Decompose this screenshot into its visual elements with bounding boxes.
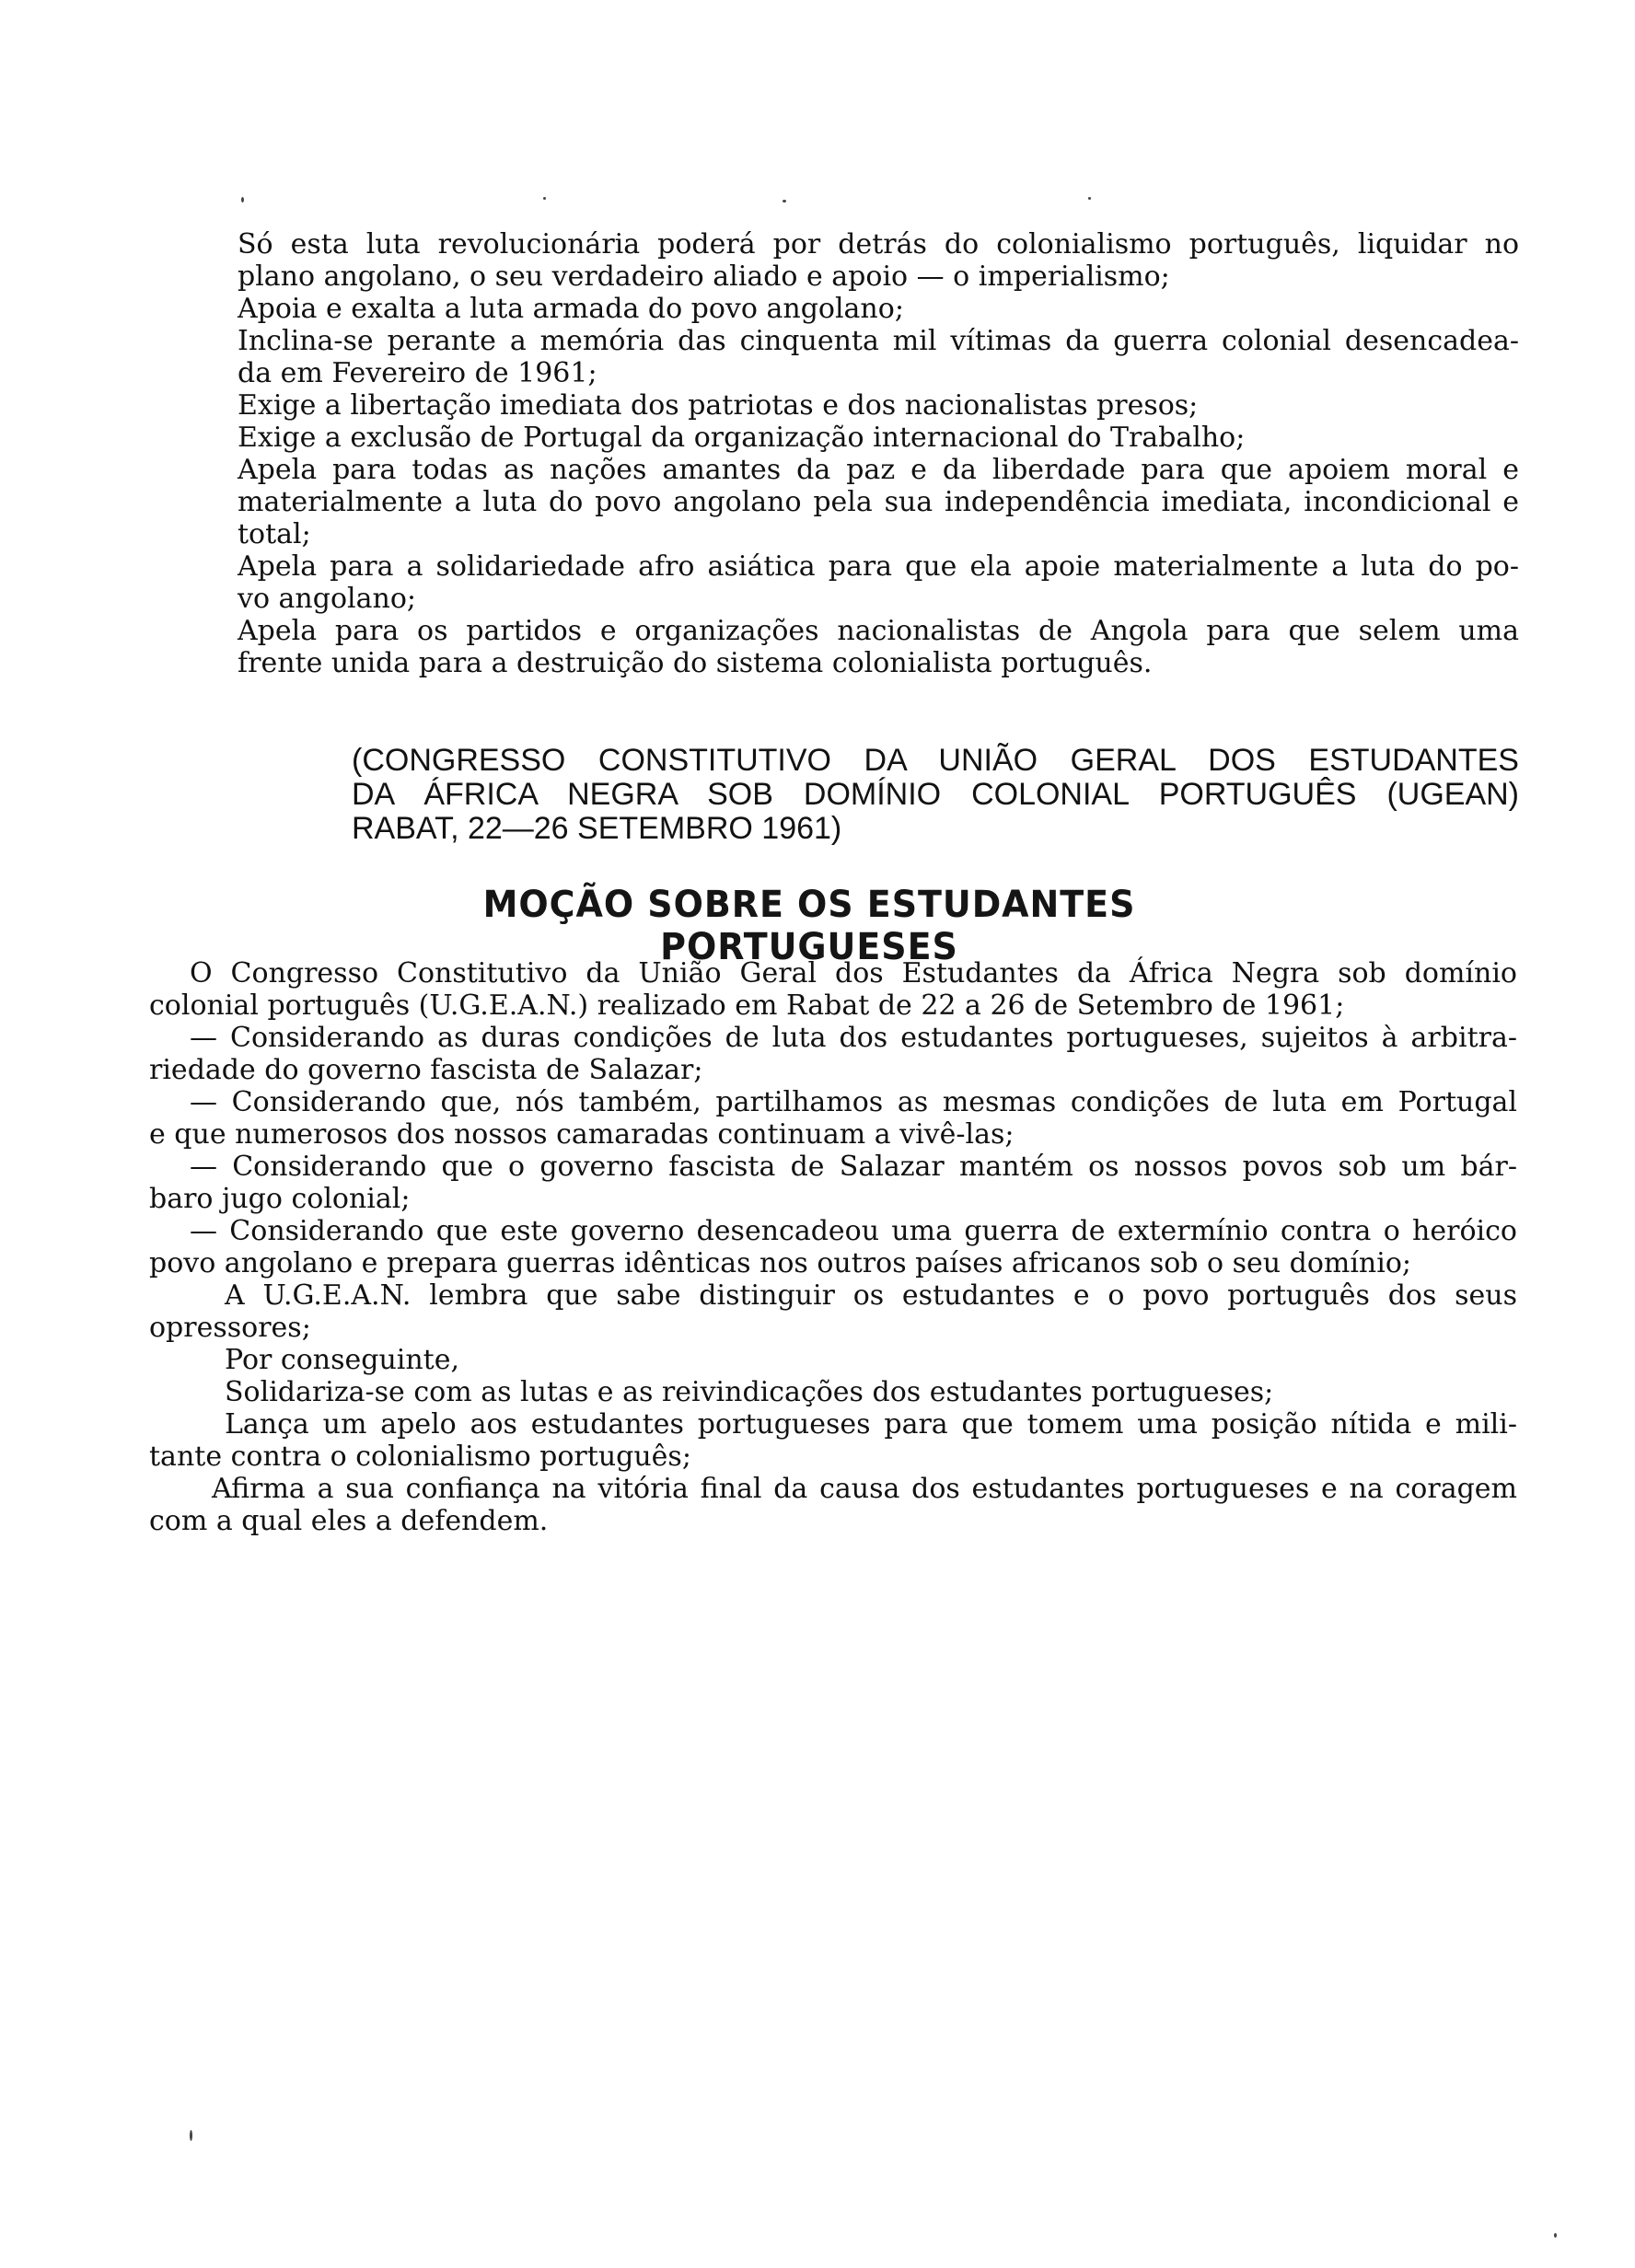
resolution-text [238, 228, 1519, 679]
resolution-line: vo angolano; [238, 583, 416, 615]
motion-title: MOÇÃO SOBRE OS ESTUDANTES PORTUGUESES [482, 884, 1136, 968]
motion-line: A U.G.E.A.N. lembra que sabe distinguir os estudantes e o povo português dos seus [225, 1279, 1517, 1312]
resolution-line: Apela para a solidariedade afro asiática para que ela apoie materialmente a luta do po- [238, 550, 1519, 583]
resolution-line: Apoia e exalta a luta armada do povo angolano; [238, 293, 904, 325]
congress-header [352, 744, 1519, 846]
motion-line: riedade do governo fascista de Salazar; [149, 1054, 703, 1086]
motion-line: — Considerando que este governo desencadeou uma guerra de extermínio contra o heróico [190, 1215, 1517, 1247]
resolution-line: total; [238, 518, 311, 550]
scan-speck [1554, 2233, 1557, 2238]
resolution-line: Apela para os partidos e organizações nacionalistas de Angola para que selem uma [238, 615, 1519, 647]
scan-speck [543, 197, 546, 200]
motion-line: — Considerando as duras condições de luta dos estudantes portugueses, sujeitos à arbitra- [190, 1022, 1517, 1054]
motion-line: Solidariza-se com as lutas e as reivindicações dos estudantes portugueses; [225, 1376, 1274, 1408]
motion-line: Afirma a sua confiança na vitória final da causa dos estudantes portugueses e na coragem [212, 1473, 1517, 1505]
resolution-line: Exige a libertação imediata dos patriotas e dos nacionalistas presos; [238, 389, 1199, 422]
resolution-line: materialmente a luta do povo angolano pela sua independência imediata, incondicional e [238, 486, 1519, 518]
resolution-line: plano angolano, o seu verdadeiro aliado e apoio — o imperialismo; [238, 260, 1170, 293]
motion-line: e que numerosos dos nossos camaradas continuam a vivê-las; [149, 1118, 1015, 1151]
resolution-line: Exige a exclusão de Portugal da organização internacional do Trabalho; [238, 422, 1246, 454]
congress-header-line: DA ÁFRICA NEGRA SOB DOMÍNIO COLONIAL PORTUGUÊS (UGEAN) [352, 777, 1519, 812]
motion-line: — Considerando que o governo fascista de Salazar mantém os nossos povos sob um bár- [190, 1151, 1517, 1183]
congress-header-line: RABAT, 22—26 SETEMBRO 1961) [352, 811, 842, 846]
motion-line: opressores; [149, 1312, 311, 1344]
resolution-line: Inclina-se perante a memória das cinquenta mil vítimas da guerra colonial desencadea- [238, 325, 1519, 357]
scan-speck [783, 200, 786, 202]
motion-line: povo angolano e prepara guerras idênticas nos outros países africanos sob o seu domínio; [149, 1247, 1412, 1279]
motion-line: com a qual eles a defendem. [149, 1505, 549, 1537]
resolution-line: Só esta luta revolucionária poderá por detrás do colonialismo português, liquidar no [238, 228, 1519, 260]
resolution-line: Apela para todas as nações amantes da paz e da liberdade para que apoiem moral e [238, 454, 1519, 486]
motion-text [149, 957, 1517, 1537]
scan-speck [190, 2130, 192, 2141]
motion-line: tante contra o colonialismo português; [149, 1441, 691, 1473]
resolution-line: da em Fevereiro de 1961; [238, 357, 597, 389]
motion-line: Por conseguinte, [225, 1344, 460, 1376]
motion-line: colonial português (U.G.E.A.N.) realizado em Rabat de 22 a 26 de Setembro de 1961; [149, 989, 1345, 1022]
motion-line: Lança um apelo aos estudantes portugueses para que tomem uma posição nítida e mili- [225, 1408, 1517, 1441]
scan-speck [1088, 197, 1091, 200]
motion-line: baro jugo colonial; [149, 1183, 411, 1215]
resolution-line: frente unida para a destruição do sistema colonialista português. [238, 647, 1153, 679]
motion-line: O Congresso Constitutivo da União Geral dos Estudantes da África Negra sob domínio [190, 957, 1517, 989]
scan-speck [241, 197, 244, 202]
congress-header-line: (CONGRESSO CONSTITUTIVO DA UNIÃO GERAL DOS ESTUDANTES [352, 743, 1519, 778]
motion-line: — Considerando que, nós também, partilhamos as mesmas condições de luta em Portugal [190, 1086, 1517, 1118]
